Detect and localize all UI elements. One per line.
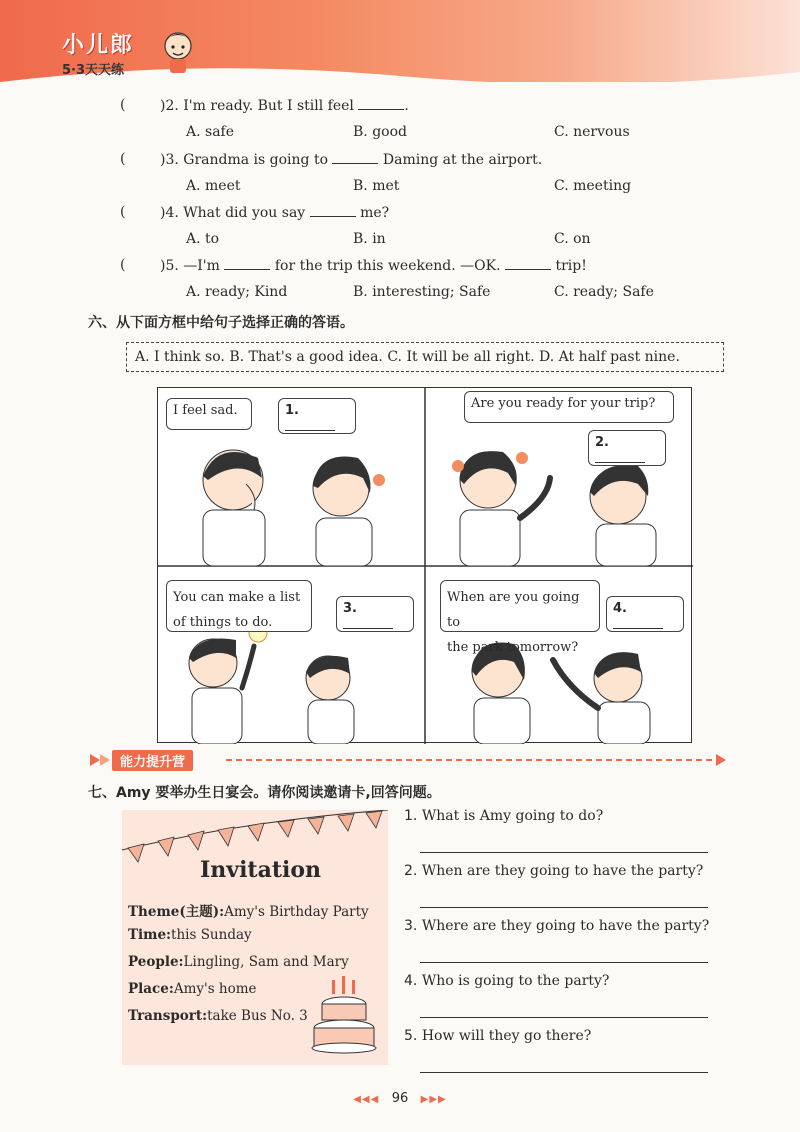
section7-question-5 [404,1028,591,1044]
option-a: A. to [186,231,220,247]
speech-text-line2: the park tomorrow? [447,640,579,655]
card-line-transport [128,1008,308,1024]
option-c: C. on [554,231,591,247]
invitation-title: Invitation [200,857,322,883]
card-value: Amy's Birthday Party [224,904,369,920]
answer-line-3[interactable] [420,962,708,963]
card-line-people [128,954,349,970]
answer-blank[interactable] [224,257,270,270]
brand-name: 小儿郎 [62,33,135,58]
left-arrows-icon: ◀◀◀ [353,1094,380,1105]
option-b: B. met [353,178,400,194]
question-text: What is Amy going to do? [421,808,604,824]
option-a: A. ready; Kind [186,284,288,300]
answer-line-1[interactable] [420,852,708,853]
section7-title: 七、Amy 要举办生日宴会。请你阅读邀请卡,回答问题。 [88,785,441,801]
speech-text-line1: You can make a list [173,590,301,605]
question-text-after: trip! [555,258,587,274]
answer-line-5[interactable] [420,1072,708,1073]
option-b: B. in [353,231,386,247]
section7-question-3 [404,918,709,934]
question-number: 5. [404,1028,418,1044]
listening-boy-figure [306,656,354,744]
card-line-theme [128,900,369,920]
card-line-time [128,927,252,943]
question-number: 4. [404,973,418,989]
answer-paren[interactable]: ( [120,151,126,167]
speech-bubble-3 [166,580,312,632]
brand-logo [62,28,134,78]
card-label: Transport: [128,1008,208,1024]
question-text: How will they go there? [421,1028,592,1044]
answer-line-2[interactable] [420,907,708,908]
answer-blank[interactable] [358,97,404,110]
answer-bubble-4 [606,596,684,632]
right-arrows-icon: ▶▶▶ [420,1094,447,1105]
question-text-after: me? [360,205,390,221]
girl-waving-figure [452,451,550,566]
speech-bubble-4 [440,580,600,655]
answer-bubble-3 [336,596,414,632]
question-text-after: . [404,98,409,114]
answer-number: 2. [595,435,609,450]
question-number: 3. [404,918,418,934]
choice-box: A. I think so. B. That's a good idea. C. It will be all right. D. At half past nine. [126,342,724,372]
brand-subtitle: 5·3天天练 [62,63,125,78]
section6-title: 六、从下面方框中给句子选择正确的答语。 [88,315,354,331]
option-b: B. good [353,124,407,140]
option-c: C. meeting [554,178,632,194]
question-number: 1. [404,808,418,824]
question-text: Who is going to the party? [421,973,610,989]
ability-banner-label: 能力提升营 [112,750,193,771]
question-number: 2. [404,863,418,879]
answer-blank[interactable] [343,616,393,629]
answer-blank[interactable] [310,204,356,217]
option-b: B. interesting; Safe [353,284,491,300]
card-label: Time: [128,927,172,943]
option-a: A. safe [186,124,235,140]
answer-paren[interactable]: ( [120,204,126,220]
card-label: Theme(主题): [128,904,225,920]
card-label: People: [128,954,184,970]
section7-question-2 [404,863,703,879]
option-c: C. nervous [554,124,630,140]
option-c: C. ready; Safe [554,284,654,300]
card-label: Place: [128,981,174,997]
answer-bubble-1 [278,398,356,434]
card-value: this Sunday [171,927,252,943]
page-footer [0,1091,800,1106]
boy-figure [590,465,656,566]
waving-boy-figure [553,652,650,744]
speech-text-line2: of things to do. [173,615,273,630]
page-number: 96 [391,1091,409,1106]
question-text: )3. Grandma is going to [160,152,329,168]
question-text: When are they going to have the party? [421,863,704,879]
speech-bubble-2 [464,391,674,423]
answer-paren[interactable]: ( [120,97,126,113]
answer-line-4[interactable] [420,1017,708,1018]
sad-boy-figure [203,450,265,566]
section7-question-4 [404,973,609,989]
mascot-icon [160,30,196,76]
question-text: Where are they going to have the party? [421,918,710,934]
answer-paren[interactable]: ( [120,257,126,273]
speech-text: Are you ready for your trip? [471,396,656,411]
card-value: Lingling, Sam and Mary [183,954,349,970]
answer-number: 3. [343,601,357,616]
comic-grid [157,387,692,743]
answer-bubble-2 [588,430,666,466]
answer-blank[interactable] [332,151,378,164]
answer-blank[interactable] [285,418,335,431]
card-value: take Bus No. 3 [207,1008,308,1024]
question-text-mid: for the trip this weekend. —OK. [274,258,501,274]
option-a: A. meet [186,178,241,194]
answer-blank[interactable] [613,616,663,629]
answer-blank[interactable] [595,450,645,463]
question-text: )5. —I'm [160,258,220,274]
speech-text-line1: When are you going to [447,590,580,630]
question-text: )2. I'm ready. But I still feel [160,98,354,114]
answer-number: 4. [613,601,627,616]
girl-figure [313,457,385,566]
card-line-place [128,981,257,997]
answer-blank-2[interactable] [505,257,551,270]
birthday-cake-icon [310,974,380,1054]
speech-text: I feel sad. [173,403,238,418]
card-value: Amy's home [173,981,257,997]
answer-number: 1. [285,403,299,418]
speech-bubble-1 [166,398,252,430]
section7-question-1 [404,808,603,824]
question-text-after: Daming at the airport. [382,152,543,168]
question-text: )4. What did you say [160,205,306,221]
boy-with-idea-figure [189,624,267,744]
